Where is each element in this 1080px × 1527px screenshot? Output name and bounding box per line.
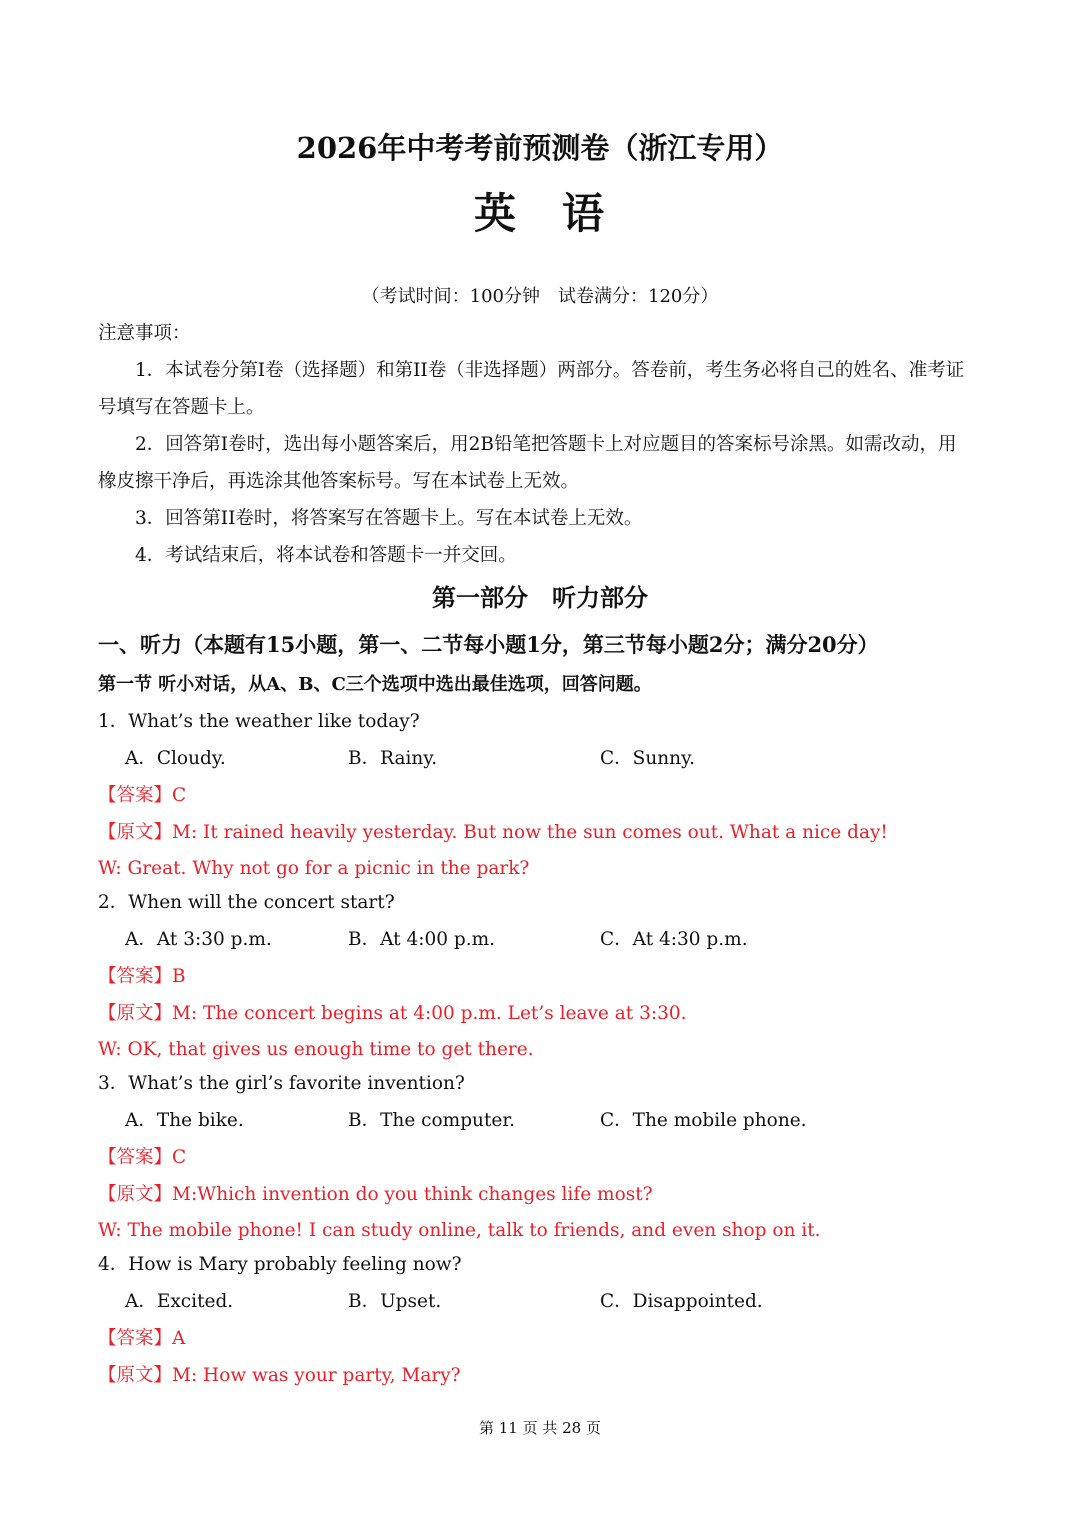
question-stem: 3．What’s the girl’s favorite invention? xyxy=(98,1073,465,1094)
option-a: A．Excited. xyxy=(125,1291,234,1312)
sub-heading: 第一节 听小对话，从A、B、C三个选项中选出最佳选项，回答问题。 xyxy=(98,674,652,695)
exam-title: 2026年中考考前预测卷（浙江专用） xyxy=(296,131,784,165)
option-c: C．Disappointed. xyxy=(600,1291,763,1312)
answer: 【答案】C xyxy=(98,1147,187,1168)
exam-info: （考试时间：100分钟 试卷满分：120分） xyxy=(361,286,719,307)
option-b: B．Upset. xyxy=(348,1291,442,1312)
transcript-line: 【原文】M:Which invention do you think changes life most? xyxy=(98,1184,653,1205)
answer: 【答案】A xyxy=(98,1328,186,1349)
transcript-line: 【原文】M: It rained heavily yesterday. But now the sun comes out. What a nice day! xyxy=(98,822,888,843)
option-a: A．Cloudy. xyxy=(125,748,226,769)
option-c: C．The mobile phone. xyxy=(600,1110,807,1131)
option-c: C．Sunny. xyxy=(600,748,695,769)
section-title: 第一部分 听力部分 xyxy=(432,583,648,612)
option-a: A．The bike. xyxy=(125,1110,244,1131)
notice-item-4: 4．考试结束后，将本试卷和答题卡一并交回。 xyxy=(135,545,517,566)
question-stem: 2．When will the concert start? xyxy=(98,892,395,913)
page-number: 第 11 页 共 28 页 xyxy=(478,1419,601,1437)
option-b: B．At 4:00 p.m. xyxy=(348,929,496,950)
subject-title: 英 语 xyxy=(473,189,606,238)
option-b: B．The computer. xyxy=(348,1110,516,1131)
notice-item-3: 3．回答第II卷时，将答案写在答题卡上。写在本试卷上无效。 xyxy=(135,508,643,529)
notice-item-1: 1．本试卷分第I卷（选择题）和第II卷（非选择题）两部分。答卷前，考生务必将自己的姓名、准考证 xyxy=(135,360,965,381)
question-stem: 4．How is Mary probably feeling now? xyxy=(98,1254,462,1275)
answer: 【答案】B xyxy=(98,966,186,987)
notice-item-1-cont: 号填写在答题卡上。 xyxy=(98,397,265,418)
option-c: C．At 4:30 p.m. xyxy=(600,929,748,950)
notice-heading: 注意事项： xyxy=(98,323,191,344)
option-a: A．At 3:30 p.m. xyxy=(125,929,272,950)
answer: 【答案】C xyxy=(98,785,187,806)
transcript-line: W: The mobile phone! I can study online, talk to friends, and even shop on it. xyxy=(98,1220,821,1241)
part-heading: 一、听力（本题有15小题，第一、二节每小题1分，第三节每小题2分；满分20分） xyxy=(98,632,879,657)
transcript-line: W: Great. Why not go for a picnic in the park? xyxy=(98,858,530,879)
transcript-line: W: OK, that gives us enough time to get there. xyxy=(98,1039,534,1060)
option-b: B．Rainy. xyxy=(348,748,438,769)
notice-item-2: 2．回答第I卷时，选出每小题答案后，用2B铅笔把答题卡上对应题目的答案标号涂黑。如需改动，用 xyxy=(135,434,957,455)
transcript-line: 【原文】M: How was your party, Mary? xyxy=(98,1365,461,1386)
question-stem: 1．What’s the weather like today? xyxy=(98,711,420,732)
transcript-line: 【原文】M: The concert begins at 4:00 p.m. Let’s leave at 3:30. xyxy=(98,1003,687,1024)
notice-item-2-cont: 橡皮擦干净后，再选涂其他答案标号。写在本试卷上无效。 xyxy=(98,471,580,492)
